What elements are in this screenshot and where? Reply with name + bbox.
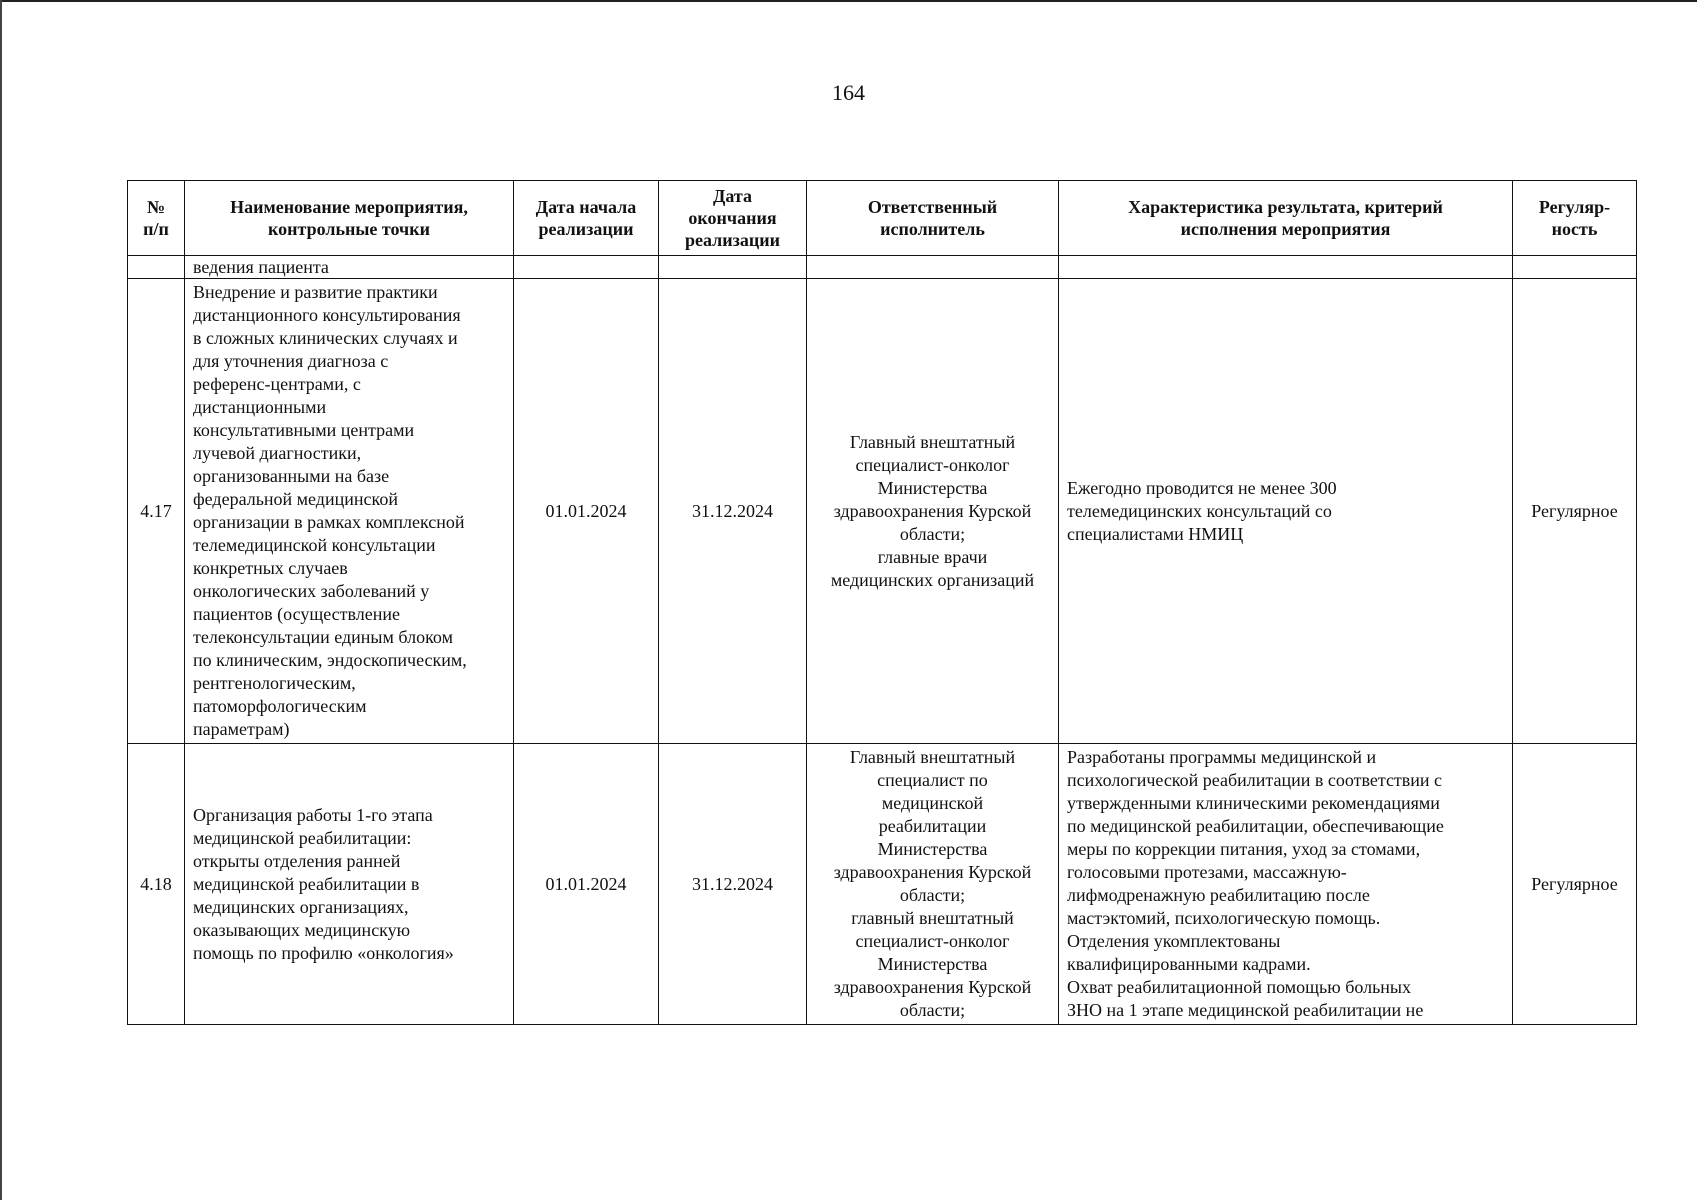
table-row (128, 744, 1637, 1025)
cell-result: Разработаны программы медицинской и психологической реабилитации в соответствии с утвержденными клиническими рекомендациями по медицинской реабилитации, обеспечивающие меры по коррекции питания, уход за стомами, голосовыми протезами, массажную- лифмодренажную реабилитацию после мастэктомий, психологическую помощь. Отделения укомплектованы квалифицированными кадрами. Охват реабилитационной помощью больных ЗНО на 1 этапе медицинской реабилитации не (1059, 744, 1513, 1025)
cell-regularity (1513, 256, 1637, 279)
cell-regularity: Регулярное (1513, 279, 1637, 744)
cell-result: Ежегодно проводится не менее 300 телемедицинских консультаций со специалистами НМИЦ (1059, 279, 1513, 744)
header-name: Наименование мероприятия, контрольные точки (185, 181, 514, 256)
page-number: 164 (832, 80, 865, 105)
header-row (128, 181, 1637, 256)
header-result: Характеристика результата, критерий исполнения мероприятия (1059, 181, 1513, 256)
cell-start-date: 01.01.2024 (514, 279, 659, 744)
cell-num: 4.18 (128, 744, 185, 1025)
header-start-date: Дата начала реализации (514, 181, 659, 256)
cell-result (1059, 256, 1513, 279)
activities-table (127, 180, 1637, 1025)
cell-name: Организация работы 1-го этапа медицинской реабилитации: открыты отделения ранней медицинской реабилитации в медицинских организациях, оказывающих медицинскую помощь по профилю «онкология» (185, 744, 514, 1025)
cell-num: 4.17 (128, 279, 185, 744)
cell-name: Внедрение и развитие практики дистанционного консультирования в сложных клинических случаях и для уточнения диагноза с референс-центрами, с дистанционными консультативными центрами лучевой диагностики, организованными на базе федеральной медицинской организации в рамках комплексной телемедицинской консультации конкретных случаев онкологических заболеваний у пациентов (осуществление телеконсультации единым блоком по клиническим, эндоскопическим, рентгенологическим, патоморфологическим параметрам) (185, 279, 514, 744)
cell-name: ведения пациента (185, 256, 514, 279)
cell-responsible: Главный внештатный специалист по медицинской реабилитации Министерства здравоохранения Курской области; главный внештатный специалист-онколог Министерства здравоохранения Курской области; (807, 744, 1059, 1025)
header-regularity: Регуляр- ность (1513, 181, 1637, 256)
cell-end-date (659, 256, 807, 279)
page-edge (0, 0, 1697, 2)
cell-responsible (807, 256, 1059, 279)
table-row (128, 279, 1637, 744)
cell-end-date: 31.12.2024 (659, 744, 807, 1025)
cell-num (128, 256, 185, 279)
cell-regularity: Регулярное (1513, 744, 1637, 1025)
header-responsible: Ответственный исполнитель (807, 181, 1059, 256)
header-num: № п/п (128, 181, 185, 256)
continuation-row (128, 256, 1637, 279)
cell-start-date (514, 256, 659, 279)
header-end-date: Дата окончания реализации (659, 181, 807, 256)
page-edge (0, 0, 2, 1200)
cell-start-date: 01.01.2024 (514, 744, 659, 1025)
cell-end-date: 31.12.2024 (659, 279, 807, 744)
cell-responsible: Главный внештатный специалист-онколог Министерства здравоохранения Курской области; главные врачи медицинских организаций (807, 279, 1059, 744)
